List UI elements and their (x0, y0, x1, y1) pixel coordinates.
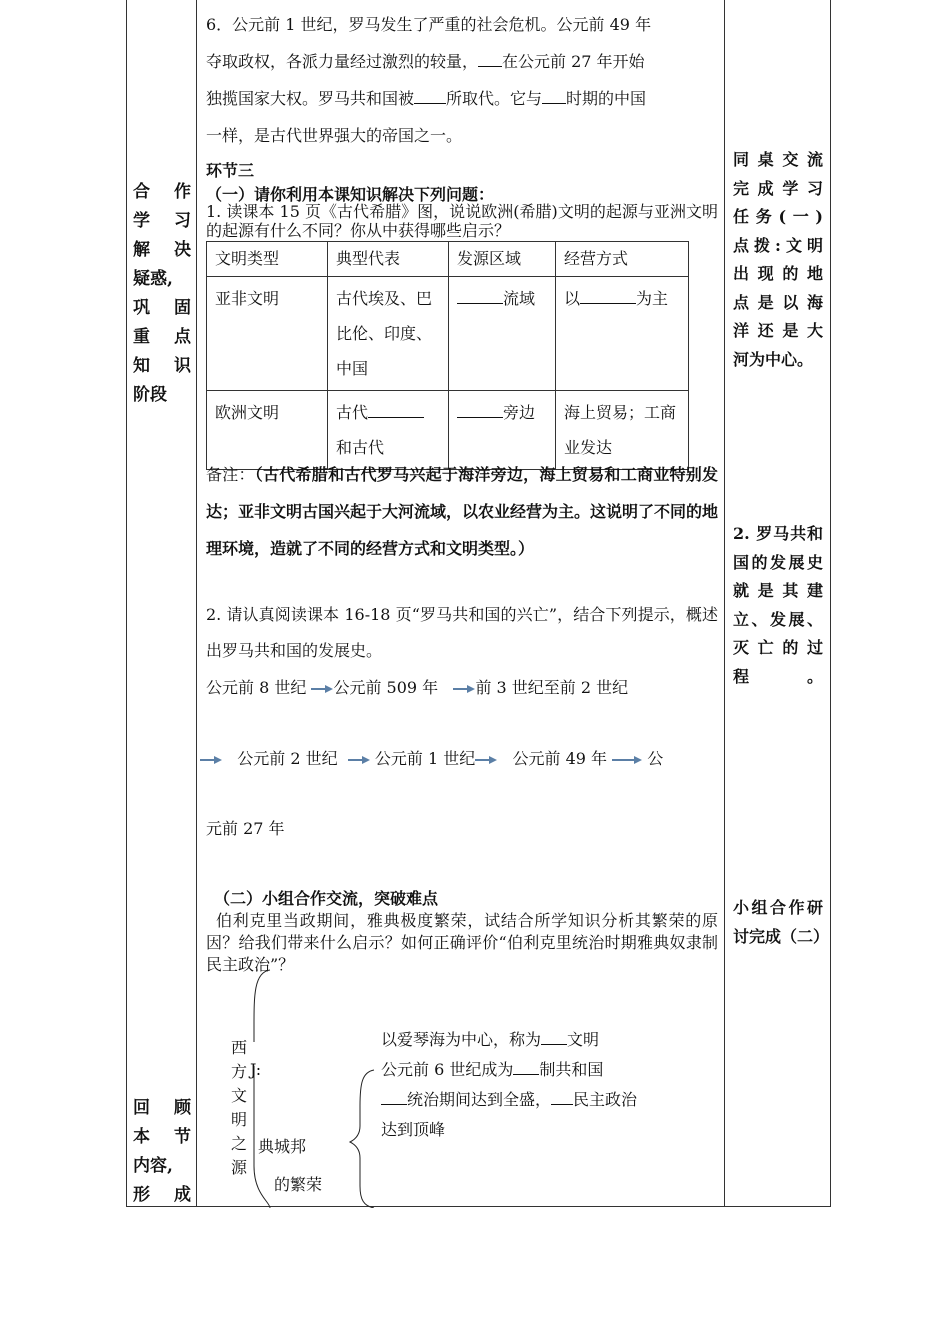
teacher-note-3: 小组合作研讨完成（二） (733, 898, 830, 946)
remark: 备注：（古代希腊和古代罗马兴起于海洋旁边，海上贸易和工商业特别发达；亚非文明古国兴起于大河流域，以农业经营为主。这说明了不同的地理环境，造就了不同的经营方式和文明类型。） (206, 465, 719, 558)
timeline-row-3: 元前 27 年 (206, 819, 285, 838)
discussion-question: 伯利克里当政期间，雅典极度繁荣，试结合所学知识分析其繁荣的原因？给我们带来什么启示？如何正确评价“伯利克里统治时期雅典奴隶制民主政治”？ (206, 911, 718, 974)
teacher-note-2: 2. 罗马共和国的发展史就是其建立、发展、灭亡的过程。 (733, 524, 823, 686)
civilization-table (206, 241, 689, 470)
arrow-right-icon (311, 684, 333, 694)
arrow-right-icon (612, 755, 642, 765)
section-title: 环节三 (206, 161, 255, 180)
question-1: 1. 读课本 15 页《古代希腊》图，说说欧洲(希腊)文明的起源与亚洲文明的起源有什么不同？你从中获得哪些启示？ (206, 202, 718, 240)
arrow-right-icon (348, 755, 370, 765)
table-cell: 以 为主 (556, 277, 689, 391)
table-header: 文明类型 (207, 242, 328, 277)
table-header: 典型代表 (328, 242, 449, 277)
table-cell: 海上贸易；工商业发达 (556, 391, 689, 470)
column-divider (196, 0, 197, 1207)
stage-label-consolidate: 合 作 学 习 解 决 疑惑, 巩 固 重 点 知 识 阶段 (133, 182, 192, 405)
mindmap-items: 以爱琴海为中心，称为 文明 公元前 6 世纪成为 制共和国 统治期间达到全盛， 民主政治 达到顶峰 (381, 1030, 638, 1139)
column-divider (724, 0, 725, 1207)
arrow-right-icon (200, 755, 222, 765)
table-row (207, 277, 689, 391)
timeline-row-1: 公元前 8 世纪 公元前 509 年 前 3 世纪至前 2 世纪 (206, 678, 629, 697)
table-header: 经营方式 (556, 242, 689, 277)
table-header-row (207, 242, 689, 277)
arrow-right-icon (475, 755, 497, 765)
arrow-right-icon (453, 684, 475, 694)
mindmap-branch-a: 典城邦 (258, 1137, 307, 1156)
stage-label-review: 回 顾 本 节 内容, 形 成 (133, 1098, 192, 1205)
table-cell: 古代 和古代 (328, 391, 449, 470)
mindmap-colon: J: (250, 1060, 262, 1079)
table-cell: 亚非文明 (207, 277, 328, 391)
table-cell: 流域 (449, 277, 556, 391)
table-cell: 旁边 (449, 391, 556, 470)
mindmap-root: 西 方 文 明 之 源 (230, 1038, 247, 1177)
question-6: 6．公元前 1 世纪，罗马发生了严重的社会危机。公元前 49 年 夺取政权，各派力量经过激烈的较量， 在公元前 27 年开始 独揽国家大权。罗马共和国被 所取代。它与 时期的中国 一样，是古代世界强大的帝国之一。 (206, 15, 652, 145)
timeline-row-2: 公元前 2 世纪 公元前 1 世纪 公元前 49 年 公 (200, 746, 663, 769)
question-2: 2. 请认真阅读课本 16-18 页“罗马共和国的兴亡”，结合下列提示，概述出罗马共和国的发展史。 (206, 605, 718, 660)
subsection-1-title: （一）请你利用本课知识解决下列问题： (206, 185, 495, 204)
subsection-2-title: （二）小组合作交流，突破难点 (214, 889, 439, 908)
table-cell: 欧洲文明 (207, 391, 328, 470)
mindmap-branch-b: 的繁荣 (274, 1175, 323, 1194)
table-header: 发源区域 (449, 242, 556, 277)
table-cell: 古代埃及、巴比伦、印度、中国 (328, 277, 449, 391)
teacher-note-1: 同桌交流 完成学习 任务(一) 点拨:文明 出现的地 点是以海 洋还是大 河为中心。 (733, 150, 823, 369)
